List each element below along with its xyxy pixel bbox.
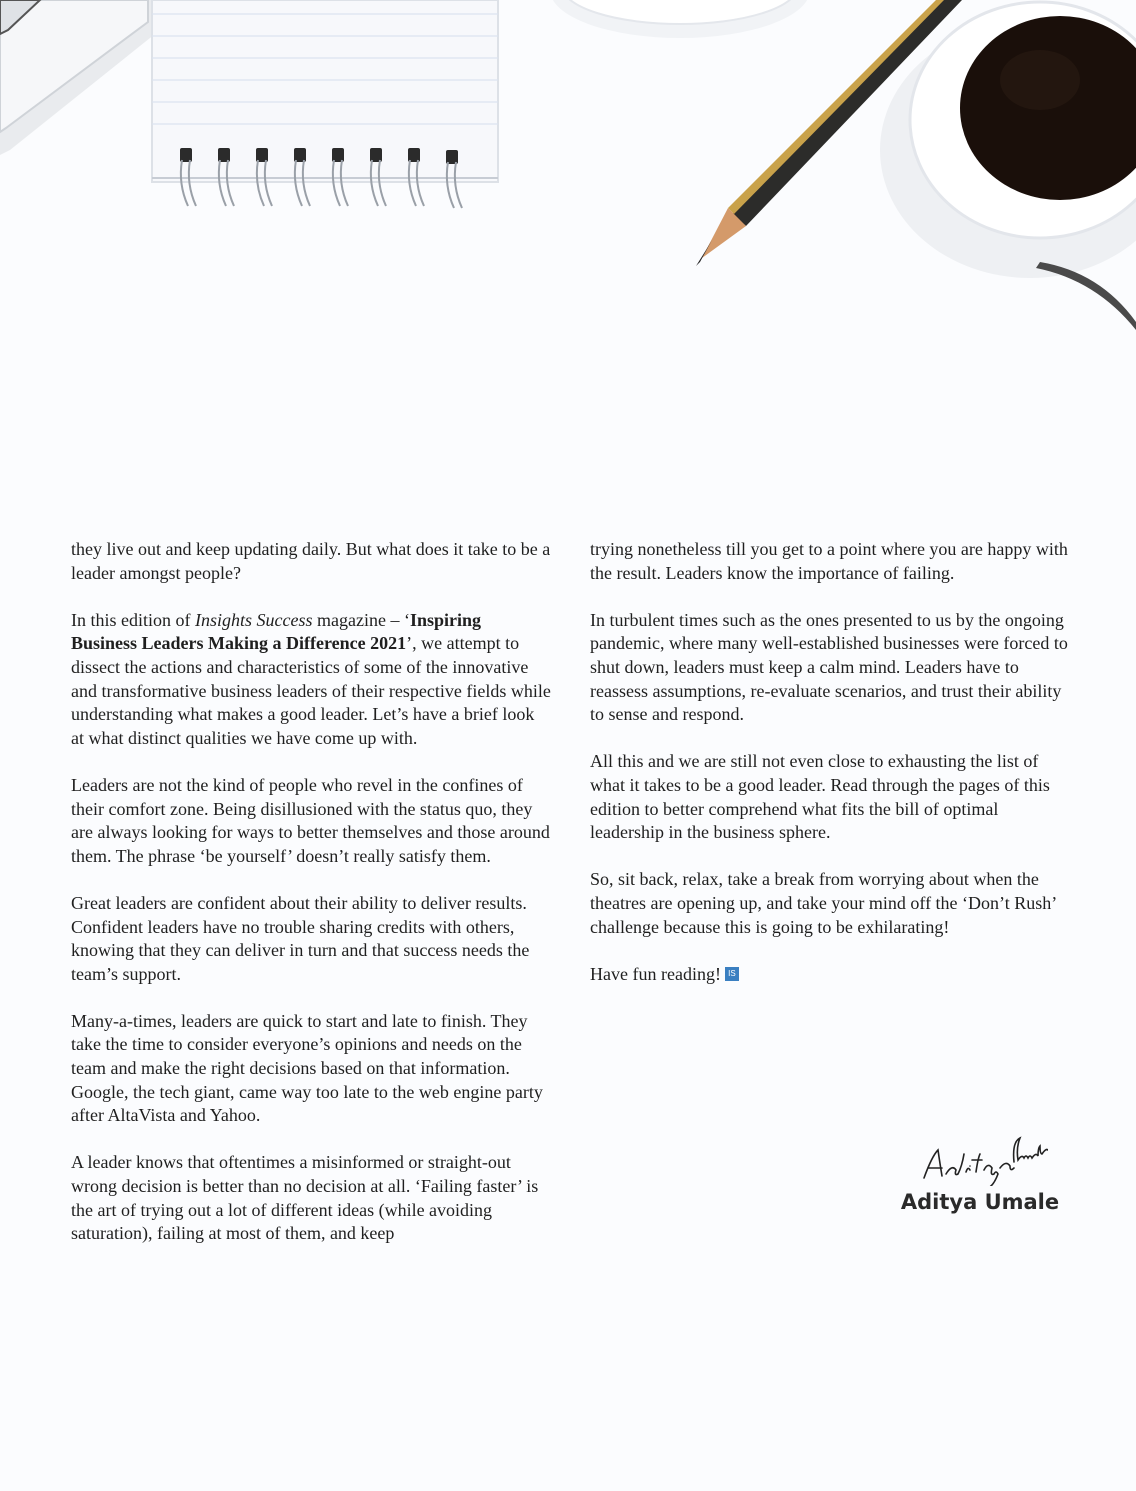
article-paragraph	[590, 868, 1070, 939]
article-paragraph	[71, 774, 551, 868]
text-segment: they live out and keep updating daily. But what does it take to be a leader amongst people?	[71, 539, 551, 583]
article-paragraph	[590, 750, 1070, 844]
text-segment: Inspiring Business Leaders Making a Difference 2021	[71, 609, 481, 654]
header-desk-illustration	[0, 0, 1136, 360]
text-segment: A leader knows that oftentimes a misinformed or straight-out wrong decision is better than no decision at all. ‘Failing faster’ is the art of trying out a lot of different ideas (while avoiding saturation), failing at most of them, and keep	[71, 1152, 539, 1244]
text-segment: Great leaders are confident about their ability to deliver results. Confident leaders have no trouble sharing credits with others, knowing that they can deliver in turn and that success needs the team’s support.	[71, 892, 530, 984]
article-paragraph	[590, 538, 1070, 585]
text-segment: All this and we are still not even close to exhausting the list of what it takes to be a good leader. Read through the pages of this edition to better comprehend what fits the bill of optimal leadership in the business sphere.	[590, 751, 1050, 843]
text-segment: magazine – ‘	[312, 609, 410, 630]
notepad-image	[152, 0, 498, 208]
text-segment: trying nonetheless till you get to a point where you are happy with the result. Leaders know the importance of failing.	[590, 539, 1068, 583]
white-cup-image	[550, 0, 810, 38]
article-paragraph	[590, 963, 1070, 987]
article-paragraph	[71, 892, 551, 986]
text-segment: In turbulent times such as the ones presented to us by the ongoing pandemic, where many well-established businesses were forced to shut down, leaders must keep a calm mind. Leaders have to reassess assumptions, re-evaluate scenarios, and trust their ability to sense and respond.	[590, 609, 1068, 725]
text-segment: So, sit back, relax, take a break from worrying about when the theatres are opening up, and take your mind off the ‘Don’t Rush’ challenge because this is going to be exhilarating!	[590, 869, 1056, 937]
handwritten-signature	[918, 1130, 1048, 1186]
text-segment: ’, we attempt to dissect the actions and characteristics of some of the innovative and transformative business leaders of their respective fields while understanding what makes a good leader. Let’s have a brief look at what distinct qualities we have come up with.	[71, 633, 551, 748]
keyboard-image	[0, 0, 160, 155]
article-paragraph	[71, 609, 551, 751]
coffee-cup-image	[880, 2, 1136, 330]
article-right-column	[590, 538, 1070, 1010]
author-name: Aditya Umale	[900, 1190, 1060, 1214]
article-paragraph	[71, 1010, 551, 1128]
text-segment: Many-a-times, leaders are quick to start and late to finish. They take the time to consider everyone’s opinions and needs on the team and make the right decisions based on that information. Google, the tech giant, came way too late to the web engine party after AltaVista and Yahoo.	[71, 1010, 543, 1126]
text-segment: Leaders are not the kind of people who revel in the confines of their comfort zone. Being disillusioned with the status quo, they are always looking for ways to better themselves and those around them. The phrase ‘be yourself’ doesn’t really satisfy them.	[71, 774, 550, 866]
article-paragraph	[71, 538, 551, 585]
end-of-article-icon: IS	[725, 967, 739, 981]
text-segment: Insights Success	[195, 609, 313, 630]
text-segment: Have fun reading!	[590, 963, 721, 984]
text-segment: In this edition of	[71, 609, 195, 630]
article-left-column	[71, 538, 551, 1269]
article-paragraph	[71, 1151, 551, 1245]
article-paragraph	[590, 609, 1070, 727]
